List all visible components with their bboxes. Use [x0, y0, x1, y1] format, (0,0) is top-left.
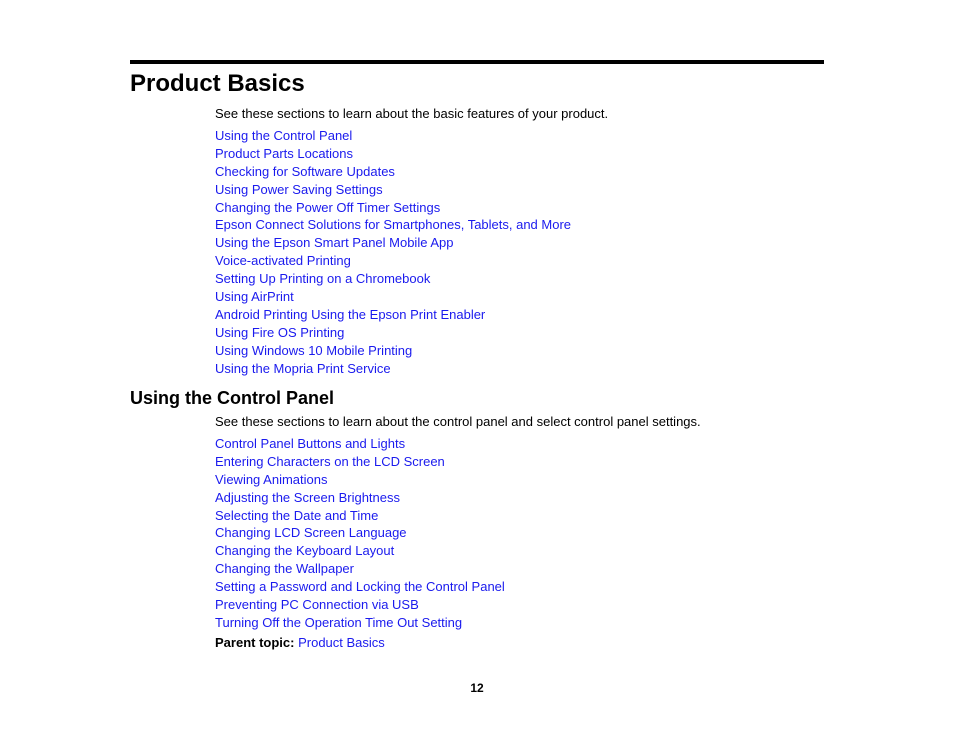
- link-lcd-screen-language[interactable]: Changing LCD Screen Language: [215, 525, 407, 541]
- link-product-parts-locations[interactable]: Product Parts Locations: [215, 145, 354, 161]
- link-viewing-animations[interactable]: Viewing Animations: [215, 471, 328, 487]
- list-item: [215, 127, 571, 145]
- list-item: [215, 163, 571, 181]
- page-number: 12: [470, 681, 484, 695]
- top-rule: [130, 60, 824, 64]
- list-item: [215, 542, 505, 560]
- list-item: [215, 270, 571, 288]
- link-using-control-panel[interactable]: Using the Control Panel: [215, 128, 353, 143]
- list-item: [215, 453, 505, 471]
- link-power-saving-settings[interactable]: Using Power Saving Settings: [215, 181, 383, 197]
- list-item: [215, 614, 505, 632]
- list-item: [215, 145, 571, 163]
- list-item: [215, 507, 505, 525]
- parent-topic-label: Parent topic:: [215, 635, 295, 650]
- link-android-print-enabler[interactable]: Android Printing Using the Epson Print Enabler: [215, 306, 486, 322]
- list-item: [215, 288, 571, 306]
- list-item: [215, 435, 505, 453]
- list-item: [215, 524, 505, 542]
- link-entering-characters[interactable]: Entering Characters on the LCD Screen: [215, 453, 445, 469]
- intro-text: See these sections to learn about the basic features of your product.: [215, 106, 609, 121]
- list-item: [215, 342, 571, 360]
- link-checking-software-updates[interactable]: Checking for Software Updates: [215, 163, 395, 179]
- parent-topic-link[interactable]: Product Basics: [298, 635, 385, 650]
- link-date-and-time[interactable]: Selecting the Date and Time: [215, 507, 379, 523]
- link-power-off-timer-settings[interactable]: Changing the Power Off Timer Settings: [215, 199, 441, 215]
- list-item: [215, 252, 571, 270]
- list-item: [215, 234, 571, 252]
- link-keyboard-layout[interactable]: Changing the Keyboard Layout: [215, 543, 395, 559]
- link-wallpaper[interactable]: Changing the Wallpaper: [215, 561, 354, 577]
- link-screen-brightness[interactable]: Adjusting the Screen Brightness: [215, 489, 400, 505]
- list-item: [215, 560, 505, 578]
- link-using-airprint[interactable]: Using AirPrint: [215, 289, 294, 305]
- parent-topic: [215, 634, 385, 652]
- list-item: [215, 471, 505, 489]
- link-password-locking[interactable]: Setting a Password and Locking the Control Panel: [215, 579, 505, 595]
- link-windows-10-mobile-printing[interactable]: Using Windows 10 Mobile Printing: [215, 342, 413, 358]
- list-item: [215, 199, 571, 217]
- link-operation-time-out[interactable]: Turning Off the Operation Time Out Setting: [215, 614, 463, 630]
- section-intro-text: See these sections to learn about the control panel and select control panel settings.: [215, 414, 701, 429]
- link-chromebook-printing[interactable]: Setting Up Printing on a Chromebook: [215, 271, 431, 287]
- list-item: [215, 324, 571, 342]
- list-item: [215, 596, 505, 614]
- list-item: [215, 578, 505, 596]
- list-item: [215, 489, 505, 507]
- link-epson-smart-panel-app[interactable]: Using the Epson Smart Panel Mobile App: [215, 235, 454, 251]
- control-panel-link-list: [215, 435, 505, 632]
- list-item: [215, 360, 571, 378]
- list-item: [215, 216, 571, 234]
- link-fire-os-printing[interactable]: Using Fire OS Printing: [215, 324, 345, 340]
- section-title: Using the Control Panel: [130, 388, 335, 408]
- list-item: [215, 306, 571, 324]
- list-item: [215, 181, 571, 199]
- link-buttons-and-lights[interactable]: Control Panel Buttons and Lights: [215, 436, 406, 451]
- page-title: Product Basics: [130, 70, 305, 97]
- link-voice-activated-printing[interactable]: Voice-activated Printing: [215, 253, 351, 269]
- link-pc-connection-usb[interactable]: Preventing PC Connection via USB: [215, 597, 419, 613]
- link-epson-connect-solutions[interactable]: Epson Connect Solutions for Smartphones, Tablets, and More: [215, 217, 572, 233]
- basics-link-list: [215, 127, 571, 377]
- link-mopria-print-service[interactable]: Using the Mopria Print Service: [215, 360, 391, 376]
